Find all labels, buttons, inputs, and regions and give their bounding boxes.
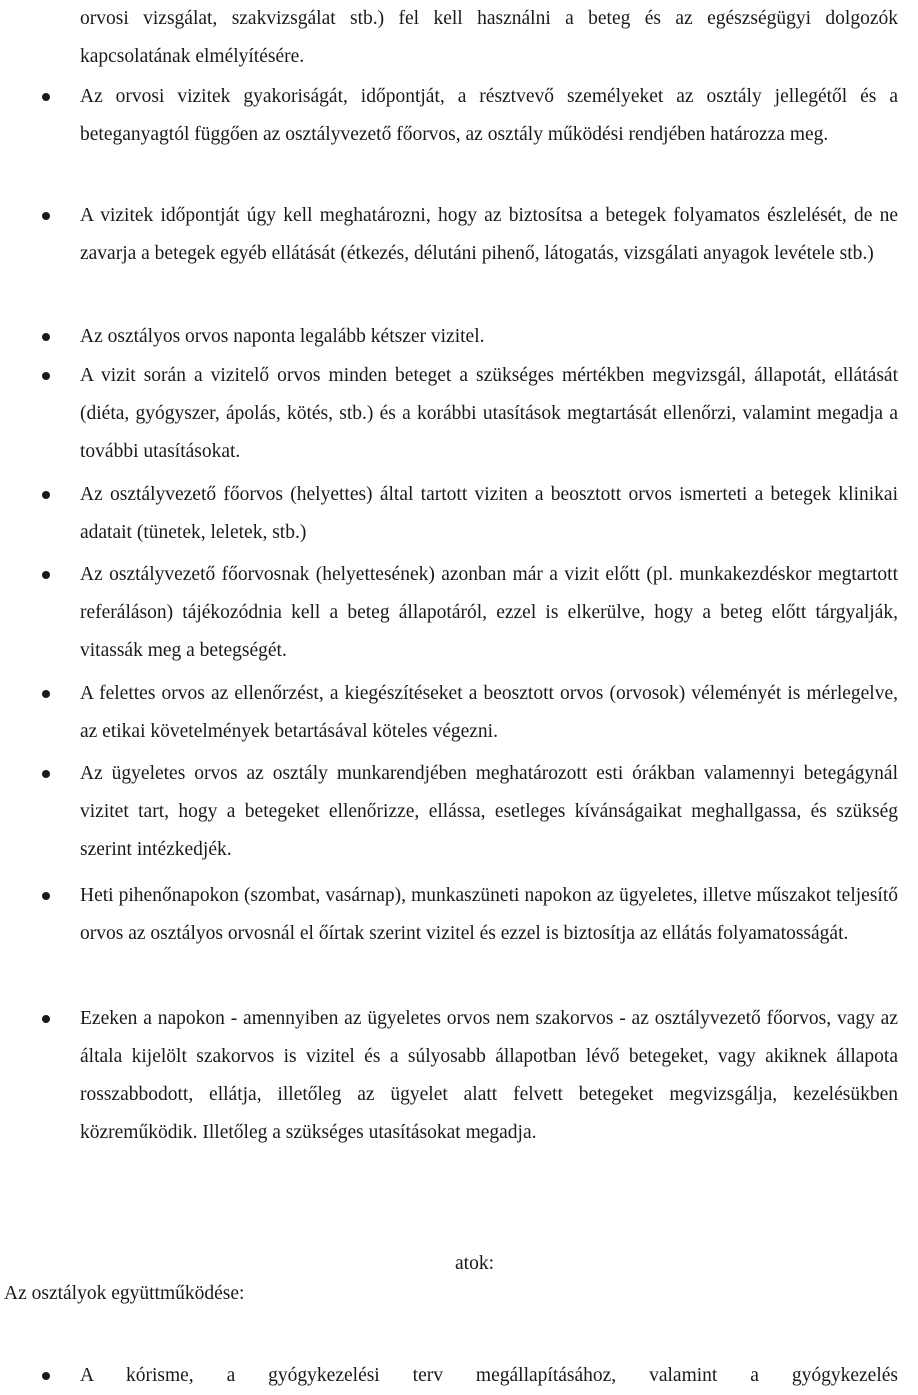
bullet-icon — [42, 491, 50, 499]
list-item: A vizitek időpontját úgy kell meghatározni, hogy az biztosítsa a betegek folyamatos észlelését, de ne zavarja a betegek egyéb ellátását (étkezés, délutáni pihenő, látogatás, vizsgálati anyagok levétele stb.) — [80, 205, 898, 264]
list-item: Az osztályos orvos naponta legalább kétszer vizitel. — [80, 326, 485, 347]
bullet-icon — [42, 770, 50, 778]
list-item: A kórisme, a gyógykezelési terv megállapításához, valamint a gyógykezelés — [80, 1365, 898, 1386]
bullet-icon — [42, 1372, 50, 1380]
section-title: Az osztályok együttműködése: — [4, 1283, 245, 1304]
intro-line-2: kapcsolatának elmélyítésére. — [80, 46, 305, 67]
list-item: Ezeken a napokon - amennyiben az ügyeletes orvos nem szakorvos - az osztályvezető főorvos, vagy az általa kijelölt szakorvos is vizitel és a súlyosabb állapotban lévő betegeket, vagy akiknek állapota rosszabbodott, ellátja, illetőleg az ügyelet alatt felvett betegeket megvizsgálja, kezelésükben közreműködik. Illetőleg a szükséges utasításokat megadja. — [80, 1008, 898, 1143]
list-item: Az osztályvezető főorvos (helyettes) által tartott viziten a beosztott orvos ismerteti a betegek klinikai adatait (tünetek, leletek, stb.) — [80, 484, 898, 543]
bullet-icon — [42, 372, 50, 380]
intro-line-1: orvosi vizsgálat, szakvizsgálat stb.) fel kell használni a beteg és az egészségügyi dolgozók — [80, 8, 898, 29]
list-item: Az orvosi vizitek gyakoriságát, időpontját, a résztvevő személyeket az osztály jellegétől és a beteganyagtól függően az osztályvezető főorvos, az osztály működési rendjében határozza meg. — [80, 86, 898, 145]
list-item: Az osztályvezető főorvosnak (helyettesének) azonban már a vizit előtt (pl. munkakezdéskor megtartott referáláson) tájékozódnia kell a beteg állapotáról, ezzel is elkerülve, hogy a beteg előtt tárgyalják, vitassák meg a betegségét. — [80, 564, 898, 661]
bullet-icon — [42, 690, 50, 698]
heading-fragment: atok: — [455, 1253, 494, 1274]
bullet-icon — [42, 333, 50, 341]
bullet-icon — [42, 93, 50, 101]
list-item: Az ügyeletes orvos az osztály munkarendjében meghatározott esti órákban valamennyi betegágynál vizitet tart, hogy a betegeket ellenőrizze, ellássa, esetleges kívánságaikat meghallgassa, és szükség szerint intézkedjék. — [80, 763, 898, 860]
bullet-icon — [42, 1015, 50, 1023]
list-item: A felettes orvos az ellenőrzést, a kiegészítéseket a beosztott orvos (orvosok) véleményét is mérlegelve, az etikai követelmények betartásával köteles végezni. — [80, 683, 898, 742]
bullet-icon — [42, 892, 50, 900]
list-item: A vizit során a vizitelő orvos minden beteget a szükséges mértékben megvizsgál, állapotát, ellátását (diéta, gyógyszer, ápolás, kötés, stb.) és a korábbi utasítások megtartását ellenőrzi, valamint megadja a további utasításokat. — [80, 365, 898, 462]
intro-paragraph — [80, 0, 898, 76]
list-item: Heti pihenőnapokon (szombat, vasárnap), munkaszüneti napokon az ügyeletes, illetve műszakot teljesítő orvos az osztályos orvosnál el őírtak szerint vizitel és ezzel is biztosítja az ellátás folyamatosságát. — [80, 885, 898, 944]
bullet-icon — [42, 212, 50, 220]
bullet-icon — [42, 571, 50, 579]
